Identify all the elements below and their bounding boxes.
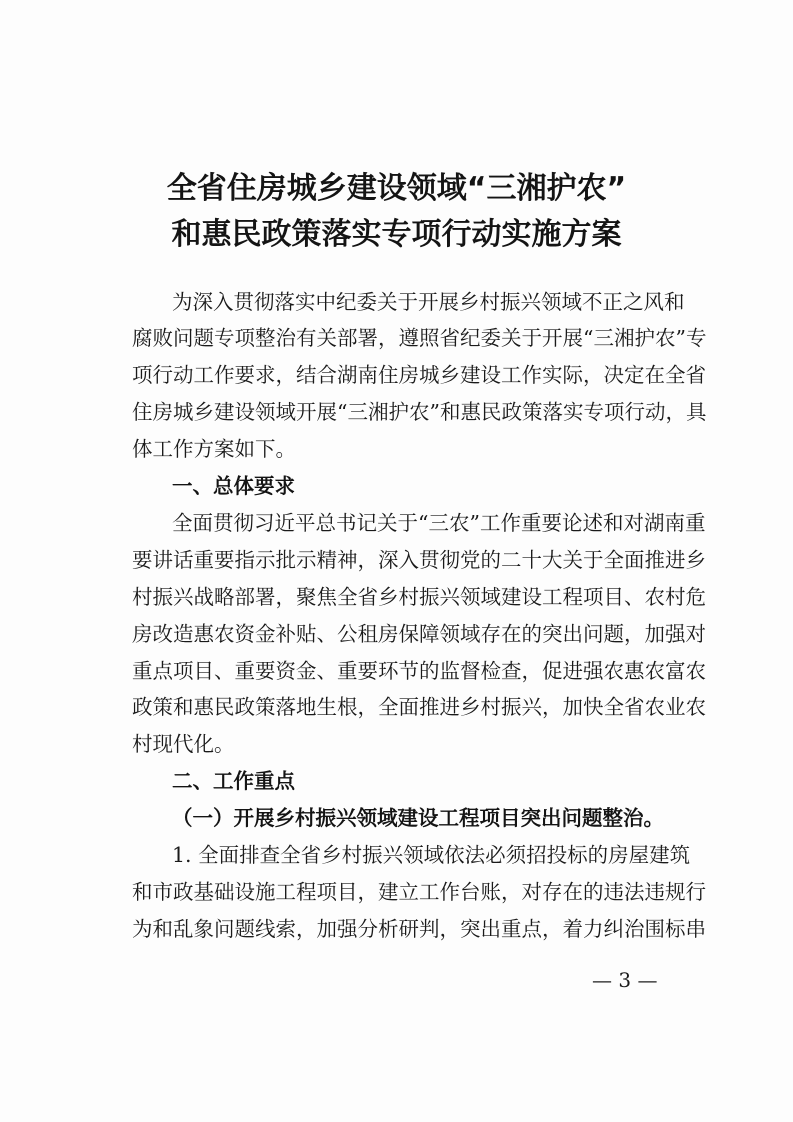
section-2-line-1: 1. 全面排查全省乡村振兴领域依法必须招投标的房屋建筑 [172, 843, 691, 867]
section-2-line-2: 和市政基础设施工程项目，建立工作台账，对存在的违法违规行 [132, 880, 706, 904]
section-2-line-3: 为和乱象问题线索，加强分析研判，突出重点，着力纠治围标串 [132, 917, 706, 941]
document-title-line-2: 和惠民政策落实专项行动实施方案 [171, 217, 622, 252]
section-1-line-4: 房改造惠农资金补贴、公租房保障领域存在的突出问题，加强对 [132, 622, 706, 646]
page-number: — 3 — [592, 968, 658, 992]
intro-line-3: 项行动工作要求，结合湖南住房城乡建设工作实际，决定在全省 [132, 363, 706, 387]
intro-line-4: 住房城乡建设领域开展“三湘护农”和惠民政策落实专项行动，具 [132, 400, 707, 424]
section-1-line-3: 村振兴战略部署，聚焦全省乡村振兴领域建设工程项目、农村危 [132, 585, 706, 609]
section-1-line-7: 村现代化。 [132, 732, 235, 756]
intro-line-5: 体工作方案如下。 [132, 437, 296, 461]
section-2-subheading: （一）开展乡村振兴领域建设工程项目突出问题整治。 [172, 806, 664, 830]
intro-line-1: 为深入贯彻落实中纪委关于开展乡村振兴领域不正之风和 [172, 290, 685, 314]
section-1-line-6: 政策和惠民政策落地生根，全面推进乡村振兴，加快全省农业农 [132, 695, 706, 719]
section-1-line-5: 重点项目、重要资金、重要环节的监督检查，促进强农惠农富农 [132, 659, 706, 683]
intro-line-2: 腐败问题专项整治有关部署，遵照省纪委关于开展“三湘护农”专 [132, 326, 707, 350]
section-1-line-2: 要讲话重要指示批示精神，深入贯彻党的二十大关于全面推进乡 [132, 548, 706, 572]
section-2-heading: 二、工作重点 [172, 769, 295, 793]
section-1-heading: 一、总体要求 [172, 474, 295, 498]
document-title-line-1: 全省住房城乡建设领域“三湘护农” [166, 171, 627, 206]
section-1-line-1: 全面贯彻习近平总书记关于“三农”工作重要论述和对湖南重 [172, 511, 706, 535]
